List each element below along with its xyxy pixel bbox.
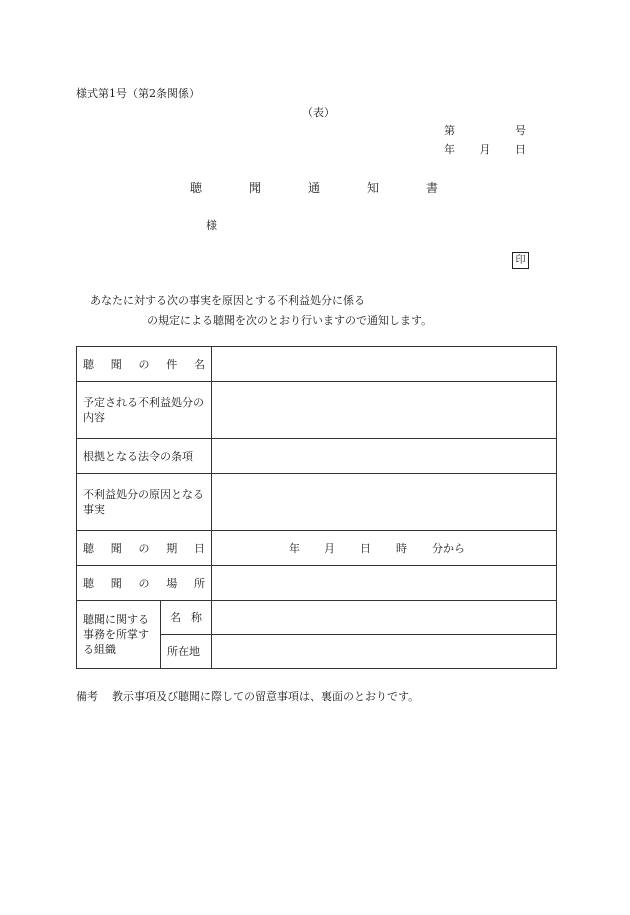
org-name-field[interactable] (212, 601, 557, 635)
hearing-place-label: 聴 聞 の 場 所 (77, 566, 212, 601)
table-row (77, 566, 557, 601)
title-char: 知 (366, 181, 379, 195)
hearing-details-table (76, 346, 557, 669)
date-hour-unit: 時 (396, 541, 407, 555)
date-minute-unit: 分から (432, 541, 465, 555)
date-line (444, 141, 526, 157)
remarks-label: 備考 (76, 690, 98, 703)
document-number-line (444, 122, 526, 138)
remarks (76, 688, 419, 704)
title-char: 通 (307, 181, 320, 195)
legal-basis-label: 根拠となる法令の条項 (77, 439, 212, 474)
org-name-label: 名 称 (161, 601, 212, 635)
date-year: 年 (444, 143, 455, 156)
date-month: 月 (479, 143, 491, 156)
form-number: 様式第1号（第2条関係） (76, 87, 200, 100)
legal-basis-field[interactable] (212, 439, 557, 474)
case-name-field[interactable] (212, 347, 557, 382)
org-location-field[interactable] (212, 635, 557, 669)
table-row (77, 382, 557, 439)
intro-line-2: の規定による聴聞を次のとおり行いますので通知します。 (147, 314, 433, 327)
date-year-unit: 年 (289, 541, 300, 555)
seal-mark: 印 (512, 252, 529, 269)
remarks-text: 教示事項及び聴聞に際しての留意事項は、裏面のとおりです。 (112, 690, 420, 703)
table-row (77, 439, 557, 474)
side-indicator: （表） (302, 106, 335, 119)
date-day-unit: 日 (360, 541, 371, 555)
planned-disposition-label: 予定される不利益処分の内容 (77, 382, 212, 439)
date-month-unit: 月 (324, 541, 335, 555)
document-title (190, 179, 438, 196)
title-char: 聞 (248, 181, 261, 195)
cause-facts-field[interactable] (212, 474, 557, 531)
cause-facts-label: 不利益処分の原因となる事実 (77, 474, 212, 531)
org-location-label: 所在地 (161, 635, 212, 669)
planned-disposition-field[interactable] (212, 382, 557, 439)
table-row (77, 601, 557, 635)
table-row (77, 347, 557, 382)
addressee-suffix: 様 (206, 219, 217, 232)
organization-label: 聴聞に関する事務を所掌する組織 (77, 601, 161, 669)
table-row (77, 474, 557, 531)
table-row (77, 531, 557, 566)
title-char: 聴 (190, 181, 203, 195)
hearing-date-label: 聴 聞 の 期 日 (77, 531, 212, 566)
hearing-place-field[interactable] (212, 566, 557, 601)
number-suffix: 号 (515, 124, 526, 137)
case-name-label: 聴 聞 の 件 名 (77, 347, 212, 382)
intro-line-1: あなたに対する次の事実を原因とする不利益処分に係る (90, 294, 365, 307)
hearing-date-field[interactable] (212, 531, 557, 566)
number-prefix: 第 (444, 124, 455, 137)
title-char: 書 (425, 181, 438, 195)
date-day: 日 (515, 143, 526, 156)
